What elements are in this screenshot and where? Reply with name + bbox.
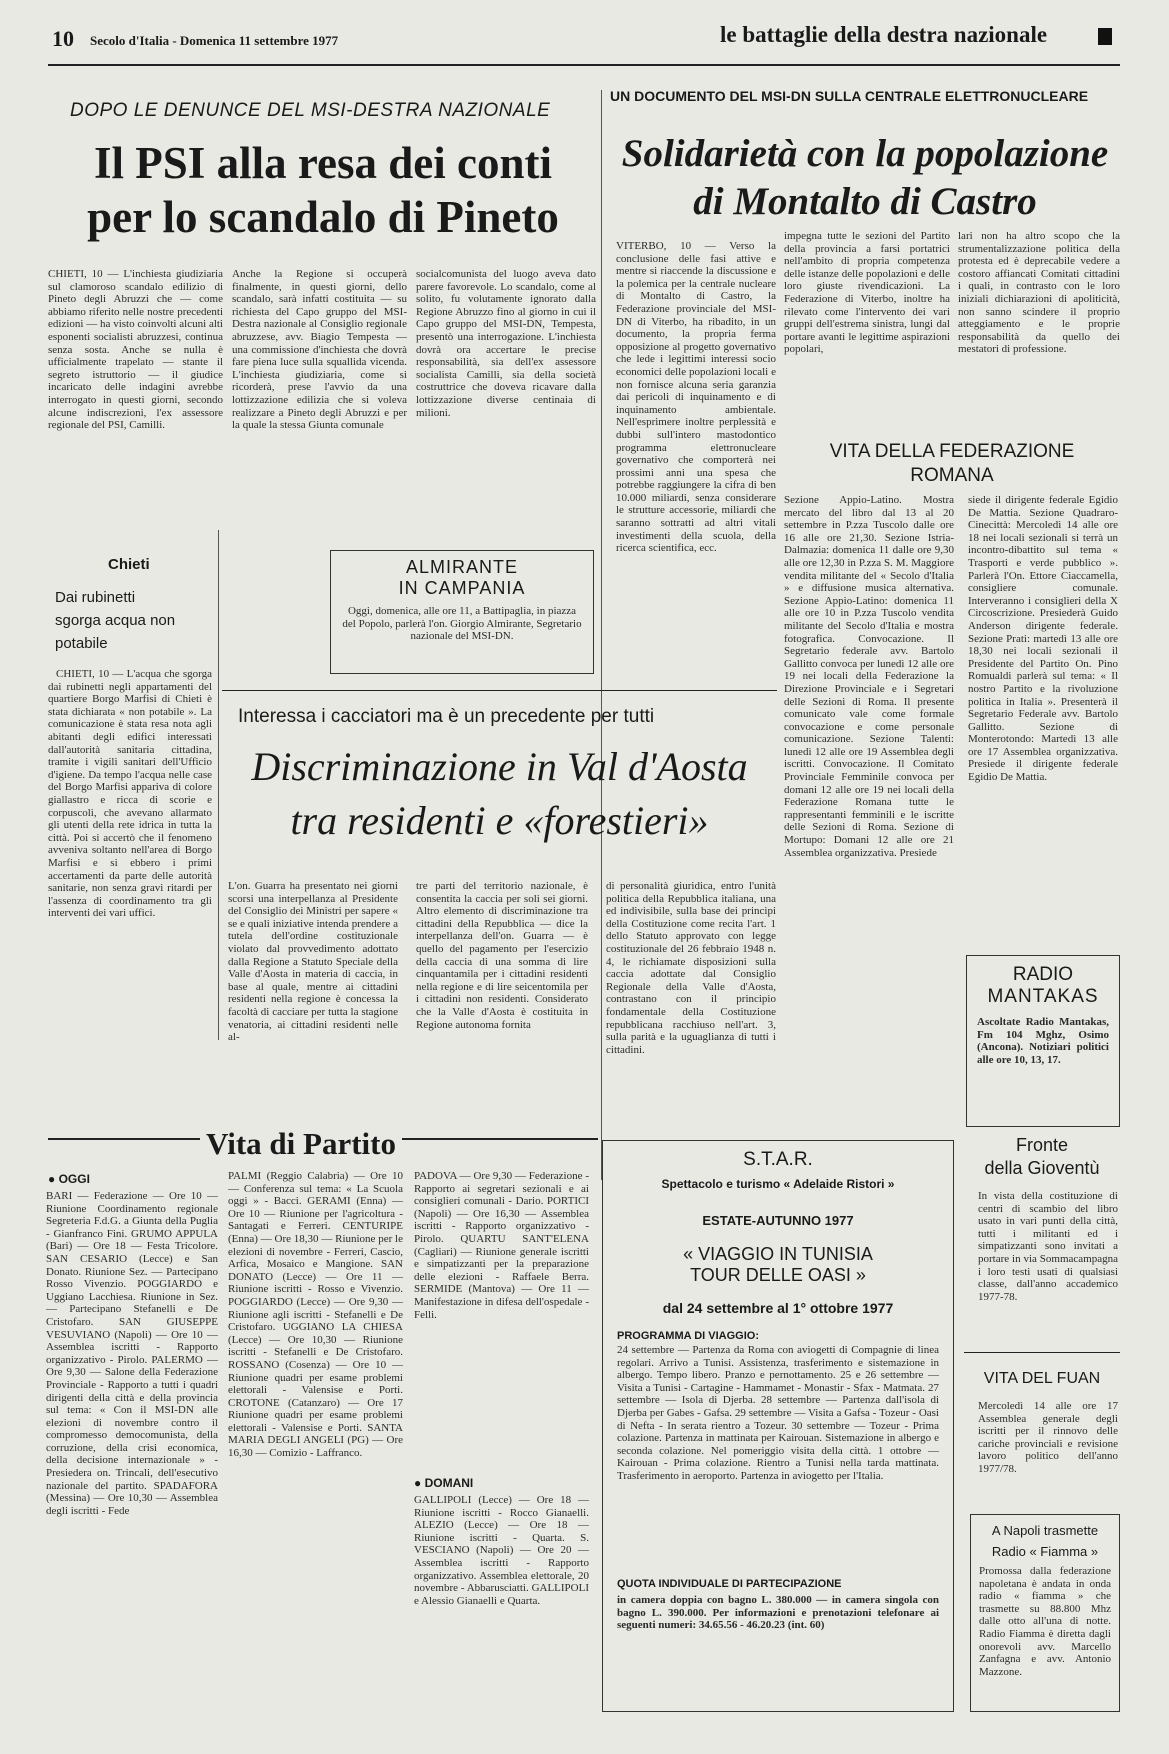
montalto-headline-line1: Solidarietà con la popolazione	[621, 132, 1109, 175]
star-dates: dal 24 settembre al 1° ottobre 1977	[662, 1300, 894, 1316]
pineto-headline-line1: Il PSI alla resa dei conti	[94, 138, 552, 188]
federazione-title-line1: VITA DELLA FEDERAZIONE	[829, 441, 1075, 462]
aosta-headline-line2: tra residenti e «forestieri»	[290, 798, 709, 843]
montalto-headline	[600, 130, 1130, 226]
star-ad-box	[602, 1140, 954, 1712]
aosta-headline	[222, 740, 777, 848]
pineto-headline	[48, 136, 598, 244]
vita-partito-col2: PALMI (Reggio Calabria) — Ore 10 — Conferenza sul tema: « La Scuola oggi » - Bacci. GERAMI (Enna) — Ore 10 — Riunione per l'agricoltura - Santagati e Ferreri. CENTURIPE (Enna) — Ore 18,30 — Riunione per le elezioni di novembre - Ferreri, Cascio, Arfica, Mosaico e Mangione. SAN DONATO (Lecce) — Ore 11 — Riunione iscritti - Rosso e Vivenzio. POGGIARDO (Lecce) — Ore 9,30 — Riunione agli iscritti - Stefanelli e De Cristofaro. UGGIANO LA CHIESA (Lecce) — Ore 10,30 — Riunione iscritti - Stefanelli e De Cristofaro. ROSSANO (Cosenza) — Ore 10 — Riunione quadri per esame problemi elettorali - Valensise e Porti. CROTONE (Catanzaro) — Ore 17 Riunione quadri per esame problemi elettorali - Valensise e Porti. SANTA MARIA DEGLI ANGELI (PG) — Ore 16,30 — Comizio - Laffranco.	[228, 1170, 403, 1460]
fronte-title-line2: della Gioventù	[984, 1158, 1100, 1178]
radio-mantakas-title-line1: RADIO	[1012, 964, 1074, 985]
vita-partito-col1: BARI — Federazione — Ore 10 — Riunione Coordinamento regionale Segreteria F.d.G. a Giunta della Puglia - Gianfranco Fini. GRUMO APPULA (Bari) — Ore 18 — Festa Tricolore. SAN CESARIO (Lecce) e San Donato. Riunione Sez. — Partecipano Rosso Vivenzio. POGGIARDO e Uggiano Lacchiesa. Riunione in Sez. — Partecipano Stefanelli e De Cristofaro. SAN GIUSEPPE VESUVIANO (Napoli) — Ore 10 — Assemblea iscritti - Rapporto organizzativo - Pirolo. PALERMO — Ore 9,30 — Salone della Federazione Provinciale - Rapporto a tutti i quadri dirigenti della città e della provincia sul tema: « Con il MSI-DN alle elezioni di novembre contro il compromesso democomunista, della corruzione, della crisi economica, della decisione internazionale » - Presiedera on. Trincali, dell'esecutivo nazionale del partito. SPADAFORA (Messina) — Ore 10,30 — Assemblea degli iscritti - Fede	[46, 1190, 218, 1517]
napoli-text: Promossa dalla federazione napoletana è andata in onda radio « fiamma » che trasmette su 88.800 Mhz dalle otto all'una di notte. Radio Fiamma è diretta dagli onorevoli avv. Marcello Zanfagna e avv. Antonio Mazzone.	[979, 1565, 1111, 1678]
oggi-label-text: OGGI	[58, 1172, 90, 1186]
bullet-icon: ●	[414, 1476, 422, 1490]
napoli-radio-box	[970, 1514, 1120, 1712]
paper-date: Secolo d'Italia - Domenica 11 settembre 1977	[90, 33, 339, 48]
chieti-divider	[218, 530, 219, 1040]
star-title: S.T.A.R.	[743, 1149, 813, 1170]
federazione-title	[784, 440, 1120, 488]
aosta-top-rule	[222, 690, 777, 691]
federazione-col1: Sezione Appio-Latino. Mostra mercato del libro dal 13 al 20 settembre in P.zza Tuscolo dalle ore 16 alle ore 21,30. Sezione Istria-Dalmazia: domenica 11 dalle ore 9,30 alle ore 12,30 in P.zza S. M. Maggiore vendita militante del « Secolo d'Italia » e diffusione musica alternativa. Sezione Appio-Latino: domenica 11 alle ore 10 in P.zza Tuscolo vendita militante del Secolo d'Italia e mostra fotografica. Convocazione. Il Segretario federale avv. Bartolo Gallitto convoca per lunedì 12 alle ore 19 nei locali della Federazione la Direzione Provinciale e i Segretari delle Sezioni di Roma. Il presente comunicato vale come formale convocazione e come personale comunicazione. Sezione Talenti: lunedì 12 alle ore 19 Assemblea degli iscritti. Convocazione. Il Comitato Provinciale Femminile convoca per domani 12 alle ore 19 nei locali della Federazione Romana tutte le rappresentanti femminili e le iscritte delle Sezioni di Roma. Sezione di Mortupo: Domani 12 alle ore 21 Assemblea organizzativa. Presiede	[784, 494, 954, 859]
montalto-col3: lari non ha altro scopo che la strumentalizzazione politica della protesta ed è deprecabile vedere a costoro affiancati Comitati cittadini i quali, in contrasto con le loro iniziali dichiarazioni di apoliticità, non sanno scindere il proprio atteggiamento e le proprie responsabilità da quello dei mestatori di professione.	[958, 230, 1120, 356]
vita-partito-col3a: PADOVA — Ore 9,30 — Federazione - Rapporto ai segretari sezionali e ai consiglieri comunali - Dario. PORTICI (Napoli) — Ore 16,30 — Assemblea iscritti - Rapporto organizzativo - Pirolo. QUARTU SANT'ELENA (Cagliari) — Riunione generale iscritti e simpatizzanti per la preparazione delle elezioni - Raffaele Berra. SERMIDE (Mantova) — Ore 11 — Manifestazione in difesa dell'ospedale - Felli.	[414, 1170, 589, 1321]
section-title: le battaglie della destra nazionale	[720, 22, 1048, 47]
vita-partito-col3b: GALLIPOLI (Lecce) — Ore 18 — Riunione iscritti - Rocco Gianaelli. ALEZIO (Lecce) — Ore 18 — Riunione iscritti - Quarta. S. VESCIANO (Napoli) — Ore 20 — Assemblea iscritti - Rapporto organizzativo. Assemblea elettorale, 20 novembre - Abbarusciatti. GALLIPOLI e Alessio Gianaelli e Quarta.	[414, 1494, 589, 1607]
fuan-title: VITA DEL FUAN	[983, 1370, 1101, 1387]
aosta-headline-line1: Discriminazione in Val d'Aosta	[251, 744, 748, 789]
chieti-text: CHIETI, 10 — L'acqua che sgorga dai rubinetti negli appartamenti del quartiere Borgo Marfisi di Chieti è stata dichiarata « non potabile ». La comunicazione è stata resa nota agli abitanti degli edifici interessati dall'autorità sanitaria cittadina, tramite i vigili sanitari dell'Ufficio d'igiene. Da tempo l'acqua nelle case del Borgo Marfisi appariva di colore giallastro e ricca di scorie e corpuscoli, che avevano allarmato gli utenti della rete idrica in tutta la città. Poi si accertò che il fenomeno avveniva soltanto nell'area di Borgo Marfisi e si ebbero i primi accertamenti da parte delle autorità sanitarie, non senza gravi ritardi per l'assenza di coordinamento tra gli interventi dei vari uffici.	[48, 668, 212, 920]
pineto-col1: CHIETI, 10 — L'inchiesta giudiziaria sul clamoroso scandalo edilizio di Pineto degli Abruzzi che — come abbiamo riferito nelle nostre precedenti edizioni — ha visto coinvolti alcuni alti esponenti socialisti abruzzesi, continua senza sosta. Anche se nulla è ufficialmente trapelato — stante il segreto istruttorio — il giudice incaricato delle indagini avrebbe interrogato in questi giorni, secondo alcune indiscrezioni, l'ex assessore regionale del PSI, Camilli.	[48, 268, 223, 432]
chieti-headline: Dai rubinetti sgorga acqua non potabile	[55, 589, 176, 652]
star-program-label: PROGRAMMA DI VIAGGIO:	[617, 1330, 759, 1342]
radio-mantakas-title-line2: MANTAKAS	[987, 986, 1099, 1007]
montalto-kicker: UN DOCUMENTO DEL MSI-DN SULLA CENTRALE ELETTRONUCLEARE	[610, 88, 1089, 104]
aosta-col3: di personalità giuridica, entro l'unità politica della Repubblica italiana, una ed indivisibile, sulla base dei principi della Costituzione come recita l'art. 1 dello Statuto approvato con legge costituzionale del 26 febbraio 1948 n. 4, le richiamate disposizioni sulla caccia adottate dal Consiglio Regionale della Valle d'Aosta, contrastano con il principio fondamentale della Costituzione repubblicana racchiuso nell'art. 3, sulla parità e la uguaglianza di tutti i cittadini.	[606, 880, 776, 1056]
pineto-col2: Anche la Regione si occuperà finalmente, in questi giorni, dello scandalo, sarà infatti costituita — su richiesta del Capo gruppo del MSI-Destra nazionale al Consiglio regionale abruzzese, avv. Biagio Tempesta — una commissione d'inchiesta che dovrà fare piena luce sulla squallida vicenda. L'inchiesta giudiziaria, come si ricorderà, prese l'avvio da una lottizzazione edilizia che si voleva realizzare a Pineto degli Abruzzi e per la quale la stessa Giunta comunale	[232, 268, 407, 432]
montalto-headline-line2: di Montalto di Castro	[693, 180, 1037, 223]
aosta-kicker: Interessa i cacciatori ma è un precedente per tutti	[238, 706, 655, 727]
fronte-title-line1: Fronte	[1015, 1135, 1069, 1155]
almirante-title-line1: ALMIRANTE	[405, 557, 519, 577]
vita-partito-title: Vita di Partito	[200, 1126, 402, 1162]
star-quota: in camera doppia con bagno L. 380.000 — in camera singola con bagno L. 390.000. Per informazioni e prenotazioni telefonare ai seguenti numeri: 34.65.56 - 46.20.23 (int. 60)	[617, 1594, 939, 1632]
federazione-col2: siede il dirigente federale Egidio De Mattia. Sezione Quadraro-Cinecittà: Mercoledì 14 alle ore 18 nei locali sezionali si terrà un incontro-dibattito sul tema « Trasporti e verde pubblico ». Parlerà l'On. Ettore Ciaccamella, consigliere comunale. Interveranno i consiglieri della X Circoscrizione. Presiederà Guido Anderson dirigente federale. Sezione Prati: martedì 13 alle ore 18,30 nei locali sezionali il Presidente del Partito On. Pino Romualdi parlerà sul tema: « Il nostro Partito e la rivoluzione politica in Italia ». Presenterà il Segretario Federale avv. Bartolo Gallitto. Sezione di Monterotondo: Martedì 13 alle ore 17 Assemblea organizzativa. Presiede il dirigente federale Egidio De Mattia.	[968, 494, 1118, 784]
bullet-icon: ●	[48, 1172, 56, 1186]
star-trip-line1: « VIAGGIO IN TUNISIA	[683, 1244, 873, 1264]
aosta-col1: L'on. Guarra ha presentato nei giorni scorsi una interpellanza al Presidente del Consiglio dei Ministri per sapere « se e quali iniziative intenda prendere a tutela dell'ordine costituzionale violato dal provvedimento adottato dalla Regione a Statuto Speciale della Valle d'Aosta in materia di caccia, in base al quale, mentre ai cittadini residenti nella regione è concessa la facoltà di cacciare per tutta la stagione venatoria, ai cittadini residenti nelle al-	[228, 880, 398, 1044]
pineto-col3: socialcomunista del luogo aveva dato parere favorevole. Lo scandalo, come al solito, fu volutamente ignorato dalla Regione Abruzzo fino al giorno in cui il Capo gruppo del MSI-DN, Tempesta, presentò una interrogazione. L'inchiesta dovrà ora accertare le precise responsabilità, sia dell'ex assessore socialista Camilli, sia della società costruttrice che doveva ricavare dalla lottizzazione diverse centinaia di milioni.	[416, 268, 596, 419]
aosta-col2: tre parti del territorio nazionale, è consentita la caccia per soli sei giorni. Altro elemento di discriminazione tra cittadini della Repubblica — dice la interpellanza dell'on. Guarra — è quello del pagamento per l'esercizio della caccia di una somma di lire cinquantamila per i cittadini residenti nella regione e di lire seicentomila per i cittadini non residenti. Considerato che la Valle d'Aosta è costituita in Regione autonoma fornita	[416, 880, 588, 1031]
fuan-text: Mercoledì 14 alle ore 17 Assemblea generale degli iscritti per il rinnovo delle cariche provinciali e revisione lavoro politico dell'anno 1977/78.	[978, 1400, 1118, 1475]
radio-mantakas-box	[966, 955, 1120, 1127]
star-season: ESTATE-AUTUNNO 1977	[702, 1213, 854, 1228]
star-program: 24 settembre — Partenza da Roma con aviogetti di Compagnie di linea regolari. Arrivo a Tunisi. Assistenza, trasferimento e sistemazione in albergo. Tempo libero. Pranzo e pernottamento. 25 e 26 settembre — Visita a Tunisi - Cartagine - Hammamet - Monastir - Sfax - Matmata. 27 settembre — Isola di Djerba. 28 settembre — Partenza dall'isola di Djerba per Gabes - Gafsa. 29 settembre — Visita a Gafsa - Tozeur - Oasi di Nefta - In serata rientro a Tozeur. 30 settembre — Tozeur - Prima colazione. Partenza in mattinata per Kairouan. Sistemazione in albergo e seconda colazione. Nel pomeriggio visita della città. 1 ottobre — Kairouan - Prima colazione. Rientro a Tunisi nella tarda mattinata. Trasferimento in aeroporto. Partenza in aviogetto per l'Italia.	[617, 1344, 939, 1482]
almirante-box	[330, 550, 594, 674]
pineto-headline-line2: per lo scandalo di Pineto	[87, 192, 559, 242]
fronte-text: In vista della costituzione di centri di scambio del libro usato in vari punti della città, tutti i militanti ed i simpatizzanti sono invitati a portare in via Sommacampagna i loro testi usati di qualsiasi classe, dall'anno accademico 1977-78.	[978, 1190, 1118, 1303]
pineto-kicker: DOPO LE DENUNCE DEL MSI-DESTRA NAZIONALE	[70, 100, 551, 121]
star-subtitle: Spettacolo e turismo « Adelaide Ristori »	[661, 1177, 895, 1191]
fronte-title	[964, 1134, 1120, 1180]
section-marker-icon	[1098, 28, 1112, 45]
montalto-col2: impegna tutte le sezioni del Partito della provincia a farsi portatrici nell'ambito di propria competenza delle istanze delle popolazioni e delle loro giuste rivendicazioni. La Federazione di Viterbo, inoltre ha rilevato come l'intervento dei vari gruppi dell'estrema sinistra, lungi dal portare avanti le legittime aspirazioni popolari,	[784, 230, 950, 356]
montalto-col1: VITERBO, 10 — Verso la conclusione delle fasi attive e mentre si riaccende la discussione e la polemica per la centrale nucleare di Montalto di Castro, la Federazione provinciale del MSI-DN di Viterbo, ha ribadito, in un documento, la propria ferma opposizione al progetto governativo che lede i legittimi interessi socio economici delle popolazioni locali e non fornisce alcuna seria garanzia dai pericoli di inquinamento e di inquinamento ambientale. Nell'esprimere inoltre perplessità e dubbi sull'intero mastodontico programma elettronucleare governativo che comporterà nei prossimi anni una spesa che potrebbe raggiungere la cifra di ben 10.000 miliardi, senza considerare le strutture accessorie, miliardi che saranno sottratti ad altri vitali investimenti della scuola, della ricerca scientifica, ecc.	[616, 240, 776, 555]
star-quota-label: QUOTA INDIVIDUALE DI PARTECIPAZIONE	[617, 1578, 842, 1590]
header-rule	[48, 64, 1120, 66]
radio-mantakas-text: Ascoltate Radio Mantakas, Fm 104 Mghz, Osimo (Ancona). Notiziari politici alle ore 10, 13, 17.	[977, 1016, 1109, 1066]
almirante-text: Oggi, domenica, alle ore 11, a Battipaglia, in piazza del Popolo, parlerà l'on. Giorgio Almirante, Segretario nazionale del MSI-DN.	[342, 605, 582, 643]
fuan-top-rule	[964, 1352, 1120, 1353]
page-number: 10	[52, 26, 74, 51]
federazione-title-line2: ROMANA	[910, 465, 994, 486]
napoli-title-line2: Radio « Fiamma »	[991, 1544, 1099, 1559]
almirante-title-line2: IN CAMPANIA	[398, 578, 526, 598]
domani-label	[414, 1476, 473, 1490]
oggi-label	[48, 1172, 90, 1186]
chieti-place: Chieti	[108, 556, 150, 573]
domani-label-text: DOMANI	[424, 1476, 474, 1490]
left-column-divider	[601, 90, 602, 1180]
napoli-title-line1: A Napoli trasmette	[991, 1523, 1099, 1538]
star-trip-line2: TOUR DELLE OASI »	[690, 1265, 866, 1285]
